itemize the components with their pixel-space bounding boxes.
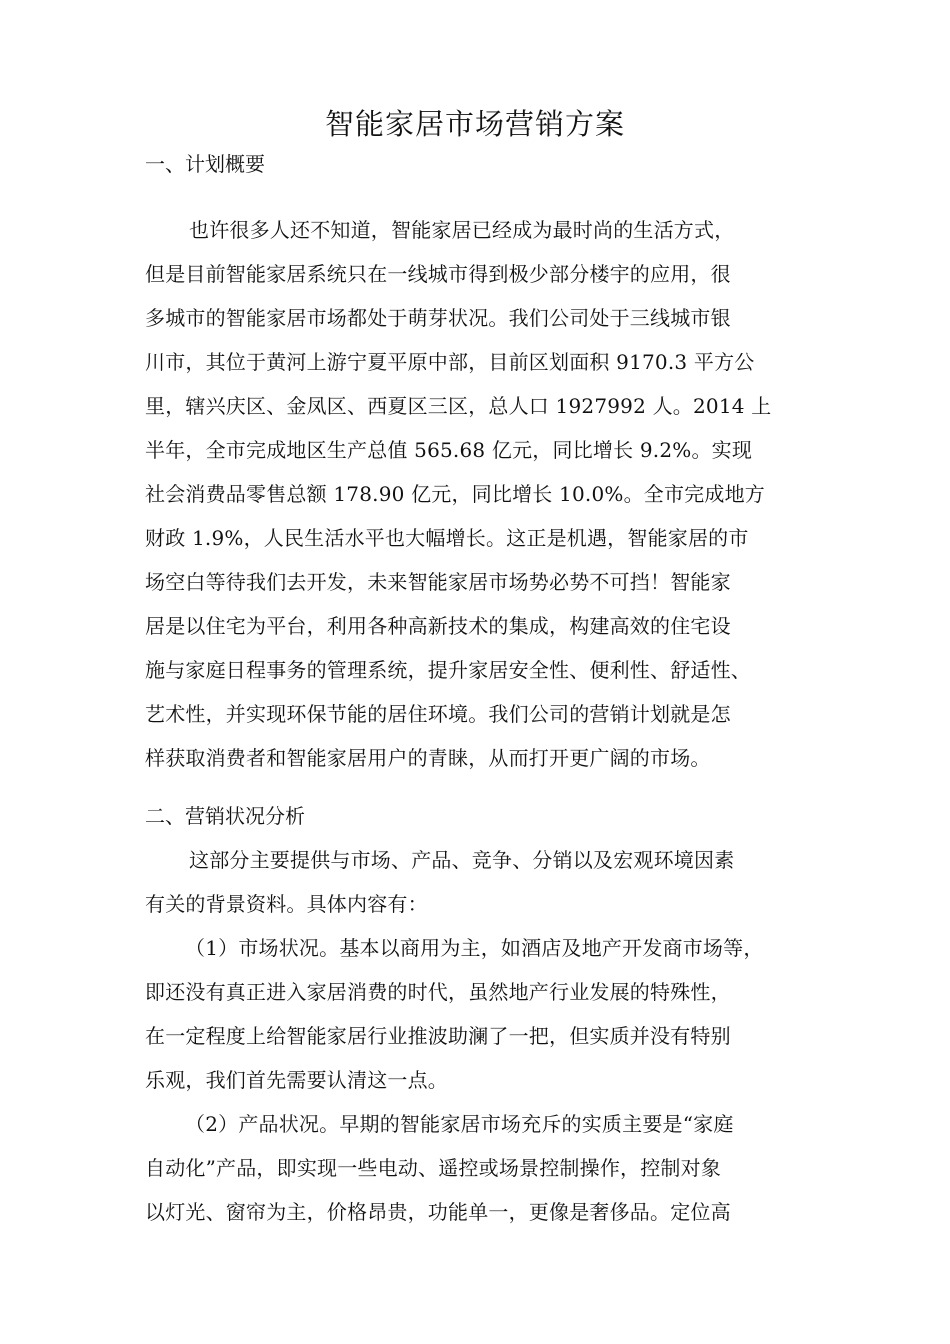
list-item-market-status: （1）市场状况。基本以商用为主，如酒店及地产开发商市场等， [185, 936, 764, 960]
paragraph-line: 川市，其位于黄河上游宁夏平原中部，目前区划面积 9170.3 平方公 [145, 350, 755, 374]
list-item-product-status: （2）产品状况。早期的智能家居市场充斥的实质主要是“家庭 [185, 1112, 734, 1136]
paragraph-line: 半年，全市完成地区生产总值 565.68 亿元，同比增长 9.2%。实现 [145, 438, 753, 462]
paragraph-line: 即还没有真正进入家居消费的时代，虽然地产行业发展的特殊性， [145, 980, 731, 1004]
paragraph-line: 社会消费品零售总额 178.90 亿元，同比增长 10.0%。全市完成地方 [145, 482, 765, 506]
paragraph-line: 财政 1.9%，人民生活水平也大幅增长。这正是机遇，智能家居的市 [145, 526, 749, 550]
paragraph-line: 有关的背景资料。具体内容有： [145, 892, 428, 916]
paragraph-line: 在一定程度上给智能家居行业推波助澜了一把，但实质并没有特别 [145, 1024, 731, 1048]
paragraph-line: 以灯光、窗帘为主，价格昂贵，功能单一，更像是奢侈品。定位高 [145, 1200, 731, 1224]
paragraph-line: 居是以住宅为平台，利用各种高新技术的集成，构建高效的住宅设 [145, 614, 731, 638]
section-heading-plan-summary: 一、计划概要 [145, 152, 265, 176]
paragraph-line: 乐观，我们首先需要认清这一点。 [145, 1068, 448, 1092]
paragraph-line: 但是目前智能家居系统只在一线城市得到极少部分楼宇的应用，很 [145, 262, 731, 286]
paragraph-line: 样获取消费者和智能家居用户的青睐，从而打开更广阔的市场。 [145, 746, 711, 770]
paragraph-line: 艺术性，并实现环保节能的居住环境。我们公司的营销计划就是怎 [145, 702, 731, 726]
paragraph-line: 施与家庭日程事务的管理系统，提升家居安全性、便利性、舒适性、 [145, 658, 751, 682]
paragraph-line: 自动化”产品，即实现一些电动、遥控或场景控制操作，控制对象 [145, 1156, 722, 1180]
section-heading-marketing-analysis: 二、营销状况分析 [145, 804, 305, 828]
paragraph-line: 场空白等待我们去开发，未来智能家居市场势必势不可挡！智能家 [145, 570, 731, 594]
paragraph-line: 里，辖兴庆区、金凤区、西夏区三区，总人口 1927992 人。2014 上 [145, 394, 772, 418]
document-title: 智能家居市场营销方案 [324, 107, 625, 141]
paragraph-line: 这部分主要提供与市场、产品、竞争、分销以及宏观环境因素 [189, 848, 735, 872]
paragraph-line: 也许很多人还不知道，智能家居已经成为最时尚的生活方式， [189, 218, 735, 242]
paragraph-line: 多城市的智能家居市场都处于萌芽状况。我们公司处于三线城市银 [145, 306, 731, 330]
